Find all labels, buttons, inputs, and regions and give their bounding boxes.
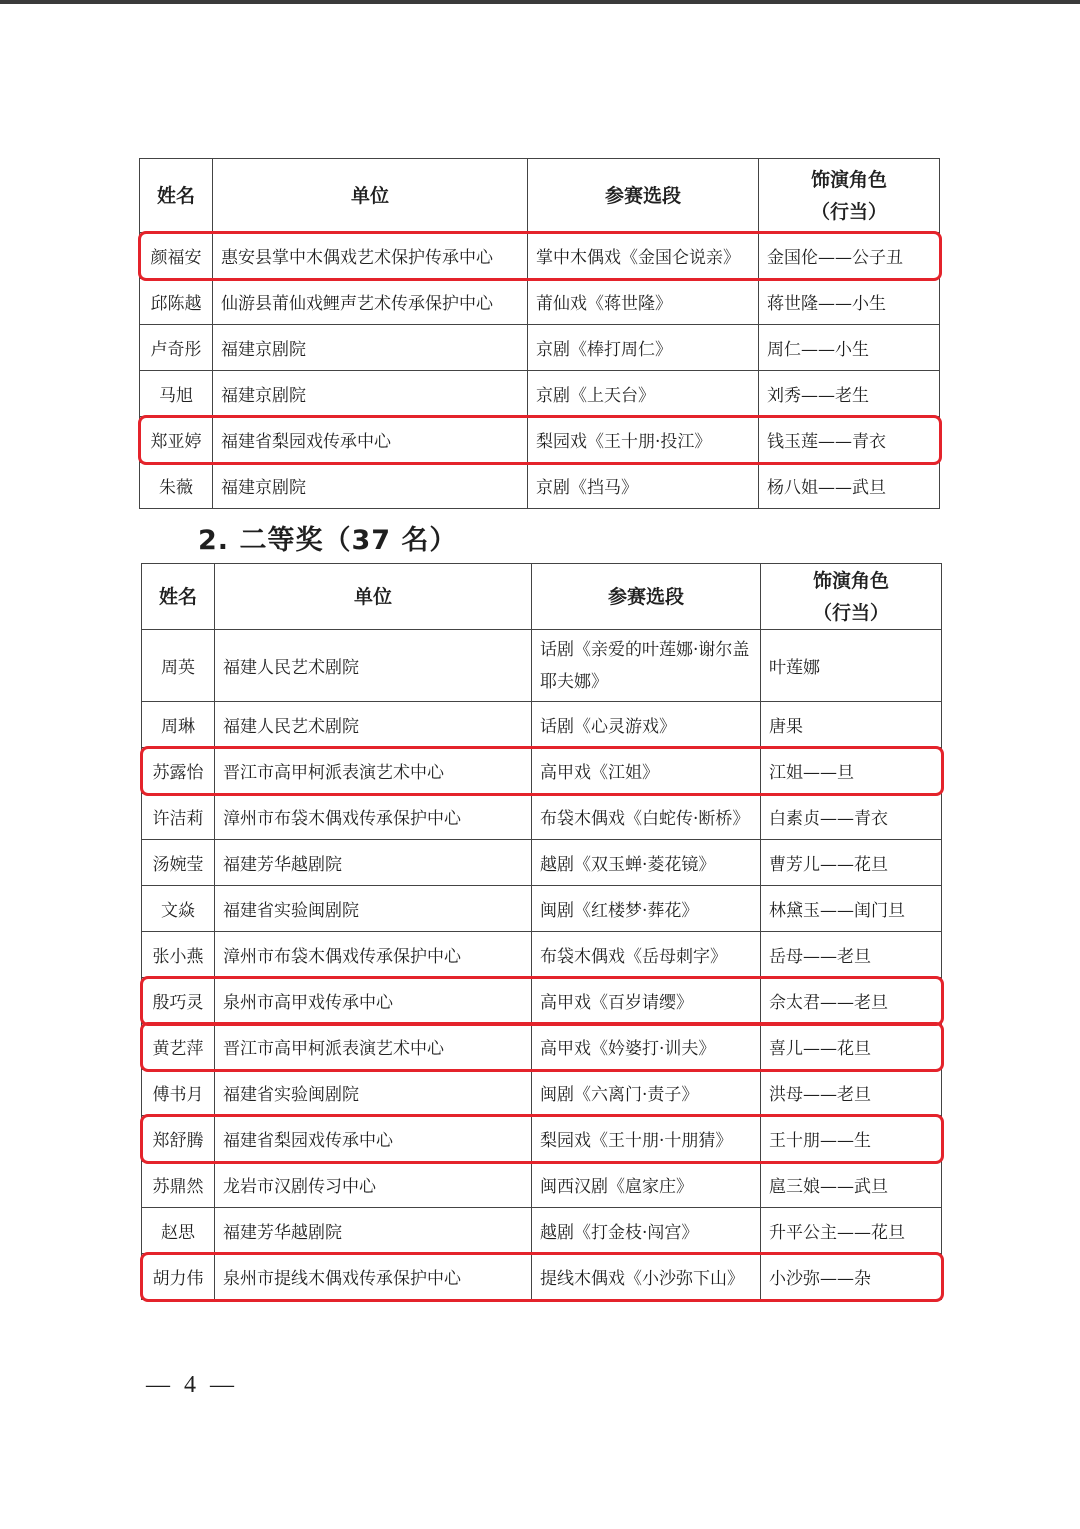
top-edge-bar	[0, 0, 1080, 4]
cell-unit: 晋江市高甲柯派表演艺术中心	[215, 1024, 532, 1070]
cell-name: 周琳	[142, 702, 215, 748]
table-row	[140, 417, 940, 463]
cell-role: 林黛玉——闺门旦	[761, 886, 942, 932]
table-header-row	[140, 159, 940, 233]
cell-unit: 仙游县莆仙戏鲤声艺术传承保护中心	[213, 279, 528, 325]
cell-name: 卢奇彤	[140, 325, 213, 371]
cell-name: 邱陈越	[140, 279, 213, 325]
cell-role: 蒋世隆——小生	[759, 279, 940, 325]
cell-name: 赵思	[142, 1208, 215, 1254]
table-header-row	[142, 564, 942, 630]
cell-piece: 越剧《打金枝·闯宫》	[532, 1208, 761, 1254]
cell-unit: 漳州市布袋木偶戏传承保护中心	[215, 794, 532, 840]
cell-role: 周仁——小生	[759, 325, 940, 371]
cell-piece: 闽剧《六离门·责子》	[532, 1070, 761, 1116]
table-row	[142, 978, 942, 1024]
table-row	[140, 371, 940, 417]
cell-name: 汤婉莹	[142, 840, 215, 886]
cell-role: 江姐——旦	[761, 748, 942, 794]
cell-piece: 高甲戏《百岁请缨》	[532, 978, 761, 1024]
section-heading: 2. 二等奖（37 名）	[198, 525, 458, 556]
header-unit: 单位	[215, 564, 532, 630]
header-unit: 单位	[213, 159, 528, 233]
cell-piece: 高甲戏《妗婆打·训夫》	[532, 1024, 761, 1070]
cell-role: 叶莲娜	[761, 630, 942, 702]
cell-unit: 福建京剧院	[213, 325, 528, 371]
table-row	[142, 1070, 942, 1116]
cell-role: 小沙弥——杂	[761, 1254, 942, 1300]
cell-role: 喜儿——花旦	[761, 1024, 942, 1070]
cell-unit: 福建省梨园戏传承中心	[215, 1116, 532, 1162]
cell-role: 曹芳儿——花旦	[761, 840, 942, 886]
cell-unit: 福建省实验闽剧院	[215, 886, 532, 932]
cell-role: 钱玉莲——青衣	[759, 417, 940, 463]
table-row	[142, 1116, 942, 1162]
cell-unit: 福建芳华越剧院	[215, 1208, 532, 1254]
cell-unit: 福建京剧院	[213, 371, 528, 417]
cell-piece: 布袋木偶戏《岳母刺字》	[532, 932, 761, 978]
page-number: — 4 —	[146, 1372, 238, 1398]
table-row	[142, 1208, 942, 1254]
table-row	[142, 1254, 942, 1300]
cell-name: 殷巧灵	[142, 978, 215, 1024]
cell-name: 张小燕	[142, 932, 215, 978]
cell-unit: 漳州市布袋木偶戏传承保护中心	[215, 932, 532, 978]
cell-role: 唐果	[761, 702, 942, 748]
cell-name: 周英	[142, 630, 215, 702]
cell-role: 岳母——老旦	[761, 932, 942, 978]
cell-unit: 龙岩市汉剧传习中心	[215, 1162, 532, 1208]
header-role-line1: 饰演角色	[810, 168, 887, 191]
table-row	[142, 794, 942, 840]
header-piece: 参赛选段	[532, 564, 761, 630]
cell-name: 傅书月	[142, 1070, 215, 1116]
table-row	[142, 630, 942, 702]
cell-piece: 布袋木偶戏《白蛇传·断桥》	[532, 794, 761, 840]
cell-role: 白素贞——青衣	[761, 794, 942, 840]
cell-role: 刘秀——老生	[759, 371, 940, 417]
table-row	[140, 463, 940, 509]
table-row	[142, 932, 942, 978]
cell-piece: 京剧《挡马》	[528, 463, 759, 509]
cell-name: 文焱	[142, 886, 215, 932]
header-role	[761, 564, 942, 630]
cell-name: 颜福安	[140, 233, 213, 279]
cell-unit: 福建芳华越剧院	[215, 840, 532, 886]
first-prize-table	[139, 158, 940, 509]
cell-piece: 话剧《心灵游戏》	[532, 702, 761, 748]
cell-role: 佘太君——老旦	[761, 978, 942, 1024]
cell-piece: 京剧《棒打周仁》	[528, 325, 759, 371]
table-row	[142, 1024, 942, 1070]
header-name: 姓名	[142, 564, 215, 630]
table-row	[142, 1162, 942, 1208]
cell-piece: 梨园戏《王十朋·十朋猜》	[532, 1116, 761, 1162]
cell-role: 金国伦——公子丑	[759, 233, 940, 279]
cell-unit: 惠安县掌中木偶戏艺术保护传承中心	[213, 233, 528, 279]
cell-name: 许洁莉	[142, 794, 215, 840]
table-row	[142, 748, 942, 794]
cell-name: 郑舒腾	[142, 1116, 215, 1162]
cell-piece: 话剧《亲爱的叶莲娜·谢尔盖耶夫娜》	[532, 630, 761, 702]
cell-role: 升平公主——花旦	[761, 1208, 942, 1254]
table-row	[142, 840, 942, 886]
cell-unit: 福建省实验闽剧院	[215, 1070, 532, 1116]
table-row	[140, 233, 940, 279]
cell-piece: 越剧《双玉蝉·菱花镜》	[532, 840, 761, 886]
table-row	[140, 279, 940, 325]
cell-piece: 莆仙戏《蒋世隆》	[528, 279, 759, 325]
cell-unit: 泉州市提线木偶戏传承保护中心	[215, 1254, 532, 1300]
header-role-line1: 饰演角色	[812, 569, 889, 592]
header-role-line2: （行当）	[810, 200, 887, 223]
cell-piece: 高甲戏《江姐》	[532, 748, 761, 794]
cell-name: 马旭	[140, 371, 213, 417]
cell-piece: 闽西汉剧《扈家庄》	[532, 1162, 761, 1208]
cell-unit: 福建京剧院	[213, 463, 528, 509]
cell-role: 扈三娘——武旦	[761, 1162, 942, 1208]
cell-name: 朱薇	[140, 463, 213, 509]
header-name: 姓名	[140, 159, 213, 233]
cell-name: 胡力伟	[142, 1254, 215, 1300]
cell-unit: 福建人民艺术剧院	[215, 630, 532, 702]
cell-name: 黄艺萍	[142, 1024, 215, 1070]
cell-unit: 泉州市高甲戏传承中心	[215, 978, 532, 1024]
second-prize-table	[141, 563, 942, 1300]
cell-piece: 提线木偶戏《小沙弥下山》	[532, 1254, 761, 1300]
cell-unit: 福建省梨园戏传承中心	[213, 417, 528, 463]
table-row	[140, 325, 940, 371]
cell-name: 苏露怡	[142, 748, 215, 794]
header-piece: 参赛选段	[528, 159, 759, 233]
cell-piece: 京剧《上天台》	[528, 371, 759, 417]
header-role-line2: （行当）	[812, 601, 889, 624]
cell-piece: 掌中木偶戏《金国仑说亲》	[528, 233, 759, 279]
cell-name: 郑亚婷	[140, 417, 213, 463]
cell-unit: 福建人民艺术剧院	[215, 702, 532, 748]
cell-piece: 梨园戏《王十朋·投江》	[528, 417, 759, 463]
cell-piece: 闽剧《红楼梦·葬花》	[532, 886, 761, 932]
cell-name: 苏鼎然	[142, 1162, 215, 1208]
table-row	[142, 702, 942, 748]
header-role	[759, 159, 940, 233]
cell-role: 王十朋——生	[761, 1116, 942, 1162]
cell-unit: 晋江市高甲柯派表演艺术中心	[215, 748, 532, 794]
cell-role: 洪母——老旦	[761, 1070, 942, 1116]
table-row	[142, 886, 942, 932]
cell-role: 杨八姐——武旦	[759, 463, 940, 509]
